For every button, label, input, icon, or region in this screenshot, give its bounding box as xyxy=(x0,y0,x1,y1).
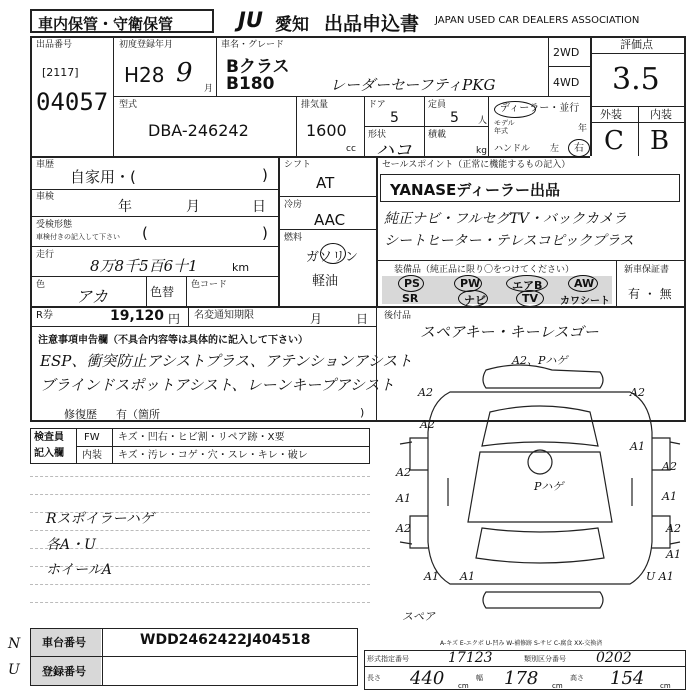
mileage-value: 8万8千5百6十1 xyxy=(90,257,198,275)
width-value: 178 xyxy=(504,668,539,689)
ju-logo: JU xyxy=(238,8,263,32)
displacement-unit: cc xyxy=(346,144,356,154)
equip-power-seat: カワシート xyxy=(560,296,610,307)
inspector-note-1: Rスポイラーハゲ xyxy=(46,511,154,527)
fuel-label: 燃料 xyxy=(284,233,303,243)
registration-year: H28 xyxy=(124,63,165,87)
fuel-diesel: 軽油 xyxy=(312,274,339,289)
capacity-unit: 人 xyxy=(478,116,488,126)
code-value: 17123 xyxy=(448,650,493,666)
model-year-label: モデル年式 xyxy=(494,119,515,135)
shape-value: ハコ xyxy=(376,140,412,161)
sales-line2: シートヒーター・テレスコピックプラス xyxy=(384,233,634,249)
drive-4wd: 4WD xyxy=(553,76,580,89)
new-record-label: 新車保証書 xyxy=(624,265,670,275)
logo-text: 愛知 xyxy=(275,15,309,35)
notes-line1: ESP、衝突防止アシストプラス、アテンションアシスト xyxy=(40,352,413,370)
mileage-unit: km xyxy=(232,261,250,274)
length-unit: cm xyxy=(458,682,469,690)
color-swap-label: 色替 xyxy=(150,285,175,299)
recycle-label: R券 xyxy=(36,310,53,321)
recycle-unit: 円 xyxy=(168,312,181,326)
registration-month: 9 xyxy=(176,58,193,88)
mark-a2-3: A2 xyxy=(420,418,435,431)
ac-value: AAC xyxy=(314,211,346,229)
equip-pw: PW xyxy=(460,277,481,290)
load-label: 積載 xyxy=(428,130,447,140)
width-label: 幅 xyxy=(476,674,483,682)
lot-number: 04057 xyxy=(36,88,109,116)
shape-label: 形状 xyxy=(368,130,387,140)
notes-label: 注意事項申告欄（不具合内容等は具体的に記入して下さい） xyxy=(38,335,308,346)
doors-label: ドア xyxy=(368,100,386,110)
history-close: ) xyxy=(262,166,268,184)
height-value: 154 xyxy=(610,668,645,689)
mark-a1-3: A1 xyxy=(662,490,677,503)
car-package: レーダーセーフティPKG xyxy=(330,76,496,94)
lot-sub: [2117] xyxy=(42,66,79,79)
height-label: 高さ xyxy=(570,674,584,682)
mark-a1-4: A1 xyxy=(666,548,681,561)
damage-legend: A-キズ E-エクボ U-凹み W-補修跡 S-サビ C-腐食 XX-交換済 xyxy=(440,640,603,647)
inspector-row1: キズ・凹右・ヒビ割・リペア跡・X要 xyxy=(118,432,285,443)
class-value: 0202 xyxy=(596,650,632,666)
aftermarket-value: スペアキー・キーレスゴー xyxy=(420,323,599,341)
equip-ps: PS xyxy=(404,277,420,290)
equip-aw: AW xyxy=(574,277,595,290)
fuel-gas-circle xyxy=(320,243,346,264)
shift-value: AT xyxy=(316,174,335,192)
margin-mark-n: N xyxy=(8,636,21,652)
circle-navi xyxy=(458,290,488,307)
exterior-grade: C xyxy=(604,126,624,156)
inspector-note-2: 各A・U xyxy=(46,537,96,553)
model-year-unit: 年 xyxy=(578,124,588,134)
handle-label: ハンドル xyxy=(494,144,531,154)
mark-spare: スペア xyxy=(402,610,435,623)
circle-tv xyxy=(516,290,544,307)
tax-label: 名変通知期限 xyxy=(194,310,254,321)
color-label: 色 xyxy=(36,280,46,290)
type-label: 型式 xyxy=(119,100,138,110)
mark-roof: Pハゲ xyxy=(534,480,564,493)
tax-month: 月 xyxy=(310,312,323,326)
form-title: 出品申込書 xyxy=(324,13,420,35)
inspector-row1-label: FW xyxy=(84,432,100,443)
doors-value: 5 xyxy=(390,110,399,126)
inspector-row2: キズ・汚レ・コゲ・穴・スレ・キレ・破レ xyxy=(118,450,308,461)
registration-label: 初度登録年月 xyxy=(119,40,174,50)
dealer-import: ディーラー・並行 xyxy=(500,103,580,114)
association-name: JAPAN USED CAR DEALERS ASSOCIATION xyxy=(435,15,640,26)
inspector-label1: 検査員 xyxy=(34,432,64,443)
history-value: 自家用・( xyxy=(70,168,136,186)
recall-open: ( xyxy=(142,224,148,242)
car-name-label: 車名・グレード xyxy=(221,40,285,50)
length-value: 440 xyxy=(410,668,445,689)
length-label: 長さ xyxy=(367,674,381,682)
capacity-value: 5 xyxy=(450,110,459,126)
car-grade: B180 xyxy=(226,74,275,94)
exterior-label: 外装 xyxy=(600,108,622,121)
mark-a1-2: A1 xyxy=(396,492,411,505)
interior-label: 内装 xyxy=(650,108,672,121)
inspector-note-3: ホイールA xyxy=(46,562,112,578)
mark-a1-5: A1 xyxy=(424,570,439,583)
repair-close: ) xyxy=(360,406,365,419)
new-record-value: 有 ・ 無 xyxy=(628,287,672,301)
chassis-label: 車台番号 xyxy=(42,636,86,649)
capacity-label: 定員 xyxy=(428,100,447,110)
car-model: Bクラス xyxy=(226,57,290,77)
sales-headline: YANASEディーラー出品 xyxy=(390,181,561,199)
lot-label: 出品番号 xyxy=(36,40,73,50)
drive-2wd: 2WD xyxy=(553,46,580,59)
repair-value: 有（箇所 xyxy=(116,408,160,421)
tax-day: 日 xyxy=(356,312,369,326)
inspector-label2: 記入欄 xyxy=(34,448,64,459)
plate-label: 登録番号 xyxy=(42,665,86,678)
width-unit: cm xyxy=(552,682,563,690)
recall-label: 受検形態 xyxy=(36,220,73,230)
inspector-row2-label: 内装 xyxy=(82,450,102,461)
mark-front: A2、Pハゲ xyxy=(512,354,568,367)
displacement-label: 排気量 xyxy=(301,100,329,110)
fuel-gas: ガソリン xyxy=(306,250,359,265)
margin-mark-u: U xyxy=(8,662,20,678)
height-unit: cm xyxy=(660,682,671,690)
inspection-month: 月 xyxy=(186,199,200,215)
handle-right-circle xyxy=(568,139,590,157)
storage-tag xyxy=(30,9,214,33)
sales-line1: 純正ナビ・フルセグTV・バックカメラ xyxy=(384,211,627,227)
recall-sub: 車検付きの記入して下さい xyxy=(36,233,120,241)
sales-label: セールスポイント（正常に機能するもの記入） xyxy=(382,160,571,170)
repair-label: 修復歴 xyxy=(64,408,97,421)
equip-sr: SR xyxy=(402,292,419,305)
circle-aw xyxy=(568,275,598,292)
storage-tag-text: 車内保管・守衛保管 xyxy=(38,15,174,33)
inspection-label: 車検 xyxy=(36,192,55,202)
mark-ua1: U A1 xyxy=(646,570,674,583)
equip-navi: ナビ xyxy=(464,294,486,307)
type-code: DBA-246242 xyxy=(148,121,249,140)
color-value: アカ xyxy=(76,287,108,306)
handle-left: 左 xyxy=(550,144,560,154)
load-unit: kg xyxy=(476,146,487,156)
class-label: 類別区分番号 xyxy=(524,655,566,663)
recall-close: ) xyxy=(262,224,268,242)
mark-a2-7: A2 xyxy=(666,522,681,535)
mark-a2-1: A2 xyxy=(418,386,433,399)
aftermarket-label: 後付品 xyxy=(384,311,412,321)
rating-score: 3.5 xyxy=(612,62,660,97)
equip-airbag: エアB xyxy=(512,279,543,292)
interior-grade: B xyxy=(650,126,670,156)
inspection-year: 年 xyxy=(118,199,132,215)
mark-a2-5: A2 xyxy=(396,522,411,535)
color-code-label: 色コード xyxy=(191,280,228,290)
dealer-circle xyxy=(494,101,536,118)
notes-line2: ブラインドスポットアシスト、レーンキープアシスト xyxy=(40,376,395,394)
chassis-value: WDD2462422J404518 xyxy=(140,632,311,648)
shift-label: シフト xyxy=(284,160,312,170)
displacement-value: 1600 xyxy=(306,121,347,140)
equip-tv: TV xyxy=(522,292,539,305)
ac-label: 冷房 xyxy=(284,200,303,210)
mileage-label: 走行 xyxy=(36,250,55,260)
inspection-day: 日 xyxy=(252,199,266,215)
mark-a2-2: A2 xyxy=(630,386,645,399)
mark-a2-4: A2 xyxy=(396,466,411,479)
month-unit: 月 xyxy=(204,84,214,94)
recycle-value: 19,120 xyxy=(110,308,165,324)
circle-ps xyxy=(398,275,424,292)
history-label: 車歴 xyxy=(36,160,55,170)
handle-right: 右 xyxy=(574,143,584,154)
mark-a2-6: A2 xyxy=(662,460,677,473)
mark-a1-1: A1 xyxy=(630,440,645,453)
rating-label: 評価点 xyxy=(620,38,653,51)
code-label: 形式指定番号 xyxy=(367,655,409,663)
mark-a1-6: A1 xyxy=(460,570,475,583)
equipment-label: 装備品（純正品に限り〇をつけてください） xyxy=(394,265,575,275)
